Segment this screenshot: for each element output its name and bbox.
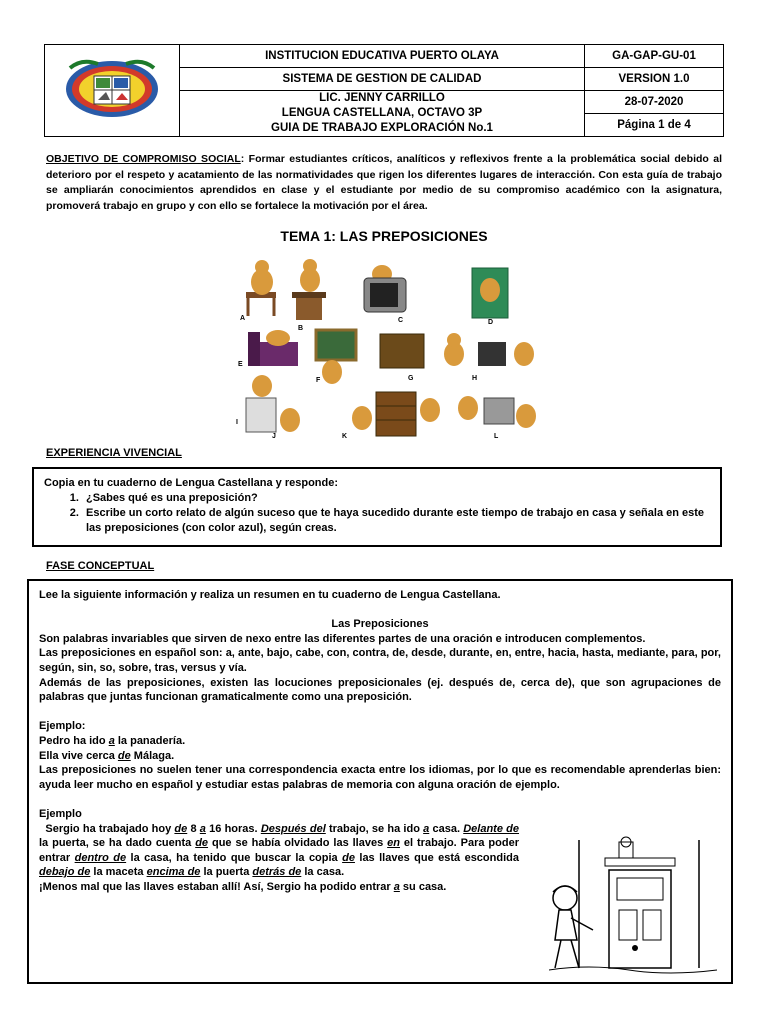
experiencia-box: [32, 467, 722, 547]
header-table: [44, 44, 724, 137]
cat-inside-box-figure: [472, 268, 508, 318]
preposition-highlight: Delante de: [463, 822, 520, 835]
preposition-highlight: a: [199, 822, 206, 835]
experiencia-heading: EXPERIENCIA VIVENCIAL: [46, 447, 182, 459]
objective-paragraph: [46, 152, 722, 214]
figure-label-g: G: [408, 375, 414, 382]
final-sentence: ¡Menos mal que las llaves estaban allí! Así, Sergio ha podido entrar a su casa.: [39, 880, 447, 893]
institution-name: INSTITUCION EDUCATIVA PUERTO OLAYA: [180, 45, 585, 68]
cat-beside-tv-figure: [444, 333, 534, 366]
story-text: que se había olvidado las llaves: [208, 837, 388, 850]
preposition-highlight: de: [174, 822, 188, 835]
quality-system: SISTEMA DE GESTION DE CALIDAD: [180, 68, 585, 91]
example-sentence: Pedro ha ido a la panadería.: [39, 734, 186, 747]
fase-heading: FASE CONCEPTUAL: [46, 560, 155, 572]
preposition-highlight: a: [423, 822, 430, 835]
cat-on-chair-figure: [246, 260, 276, 316]
figure-label-c: C: [398, 317, 404, 324]
fase-subtitle: Las Preposiciones: [331, 618, 429, 631]
figure-label-f: F: [316, 377, 321, 384]
cat-between-objects-figure: [458, 396, 536, 428]
preposition-highlight: en: [387, 837, 400, 850]
experiencia-item: 1. ¿Sabes qué es una preposición?: [82, 491, 710, 506]
figure-label-b: B: [298, 325, 304, 332]
figure-label-k: K: [342, 433, 348, 440]
experiencia-list: [44, 491, 710, 536]
subject-course: LENGUA CASTELLANA, OCTAVO 3P: [281, 107, 483, 119]
story-text: Sergio ha trabajado hoy: [39, 822, 175, 835]
preposition-highlight: de: [195, 837, 209, 850]
figure-label-j: J: [272, 433, 276, 440]
locutions-paragraph: Además de las preposiciones, existen las locuciones preposicionales (ej. después de, cerca de), que son agrupaciones de palabras que juntas funcionan gramaticalmente como una preposición.: [39, 676, 721, 704]
story-text: la casa.: [301, 866, 345, 879]
figure-label-e: E: [238, 361, 243, 368]
prepositions-list-paragraph: Las preposiciones en español son: a, ante, bajo, cabe, con, contra, de, desde, durante, en, entre, hacia, hasta, mediante, para, por, según, sin, so, sobre, tras, versus y vía.: [39, 647, 721, 674]
story-text: casa.: [429, 822, 464, 835]
teacher-name: LIC. JENNY CARRILLO: [319, 92, 445, 104]
boy-at-door-illustration: [549, 836, 717, 976]
page-number: Página 1 de 4: [585, 114, 724, 137]
preposition-highlight: dentro de: [74, 851, 127, 864]
cat-on-table-figure: [292, 259, 326, 320]
story-text: la puerta, se ha dado cuenta: [39, 822, 523, 850]
course-info-cell: [180, 91, 585, 137]
fase-conceptual-box: [27, 579, 733, 984]
figure-label-i: I: [236, 419, 238, 426]
school-logo-icon: [62, 56, 162, 122]
cat-near-bookcase-figure: [352, 392, 440, 436]
objective-label: OBJETIVO DE COMPROMISO SOCIAL: [46, 153, 241, 165]
advice-paragraph: Las preposiciones no suelen tener una correspondencia exacta entre los idiomas, por lo que es recomendable aprenderlas bien: ayuda leer mucho en español y estudiar estas palabras de memoria con alguna oración de ejemplo.: [39, 764, 721, 791]
cat-on-sofa-figure: [248, 330, 298, 366]
figure-label-l: L: [494, 433, 499, 440]
cat-on-drawers-figure: [246, 375, 300, 432]
cat-behind-tv-figure: [364, 265, 406, 312]
objective-text: : Formar estudiantes críticos, analíticos y reflexivos frente a la problemática social debido al deterioro por el respeto y acatamiento de las normatividades que rigen los diferentes lugares de interacción. Con esta guía de trabajo se ampliarán conocimientos aprendidos en clase y el estudiante por medio de su compromiso académico con la asignatura, promoverá trabajo en grupo y con ello se fortalece la motivación por el área.: [46, 153, 722, 212]
preposition-highlight: a: [108, 734, 115, 747]
figure-label-h: H: [472, 375, 478, 382]
story-text: las llaves que está escondida: [354, 851, 523, 864]
fase-intro: Lee la siguiente información y realiza un resumen en tu cuaderno de Lengua Castellana.: [39, 589, 501, 601]
preposition-highlight: encima de: [146, 866, 201, 879]
preposition-highlight: de: [342, 851, 355, 864]
experiencia-intro: Copia en tu cuaderno de Lengua Castellana y responde:: [44, 477, 339, 489]
story-text: 16 horas.: [205, 822, 261, 835]
guide-title: GUIA DE TRABAJO EXPLORACIÓN No.1: [271, 122, 493, 134]
story-text: la maceta: [90, 866, 147, 879]
sergio-story: [39, 822, 523, 880]
figure-label-a: A: [240, 315, 246, 322]
preposition-highlight: a: [393, 880, 400, 893]
school-logo-cell: [45, 45, 180, 137]
preposition-highlight: debajo de: [39, 866, 91, 879]
example-label: Ejemplo:: [39, 720, 86, 733]
document-code: GA-GAP-GU-01: [585, 45, 724, 68]
story-text: 8: [187, 822, 200, 835]
cat-behind-cabinet-figure: [380, 334, 424, 368]
prepositions-cat-illustration: [232, 258, 544, 443]
document-version: VERSION 1.0: [585, 68, 724, 91]
story-text: el trabajo. Para poder entrar: [39, 837, 523, 864]
experiencia-item: 2. Escribe un corto relato de algún suceso que te haya sucedido durante este tiempo de trabajo en casa y señala en este las preposiciones (con color azul), según creas.: [82, 506, 710, 536]
preposition-highlight: de: [117, 749, 131, 762]
document-date: 28-07-2020: [585, 91, 724, 114]
preposition-highlight: detrás de: [252, 866, 302, 879]
definition-paragraph: Son palabras invariables que sirven de nexo entre las diferentes partes de una oración e introducen complementos.: [39, 632, 646, 645]
figure-label-d: D: [488, 319, 494, 326]
cat-under-picture-figure: [316, 330, 356, 384]
preposition-highlight: Después del: [260, 822, 326, 835]
example2-label: Ejemplo: [39, 807, 82, 820]
story-text: la puerta: [200, 866, 253, 879]
story-text: trabajo, se ha ido: [325, 822, 424, 835]
example-sentence: Ella vive cerca de Málaga.: [39, 749, 175, 762]
topic-title: TEMA 1: LAS PREPOSICIONES: [280, 228, 488, 244]
story-text: la casa, ha tenido que buscar la copia: [126, 851, 343, 864]
